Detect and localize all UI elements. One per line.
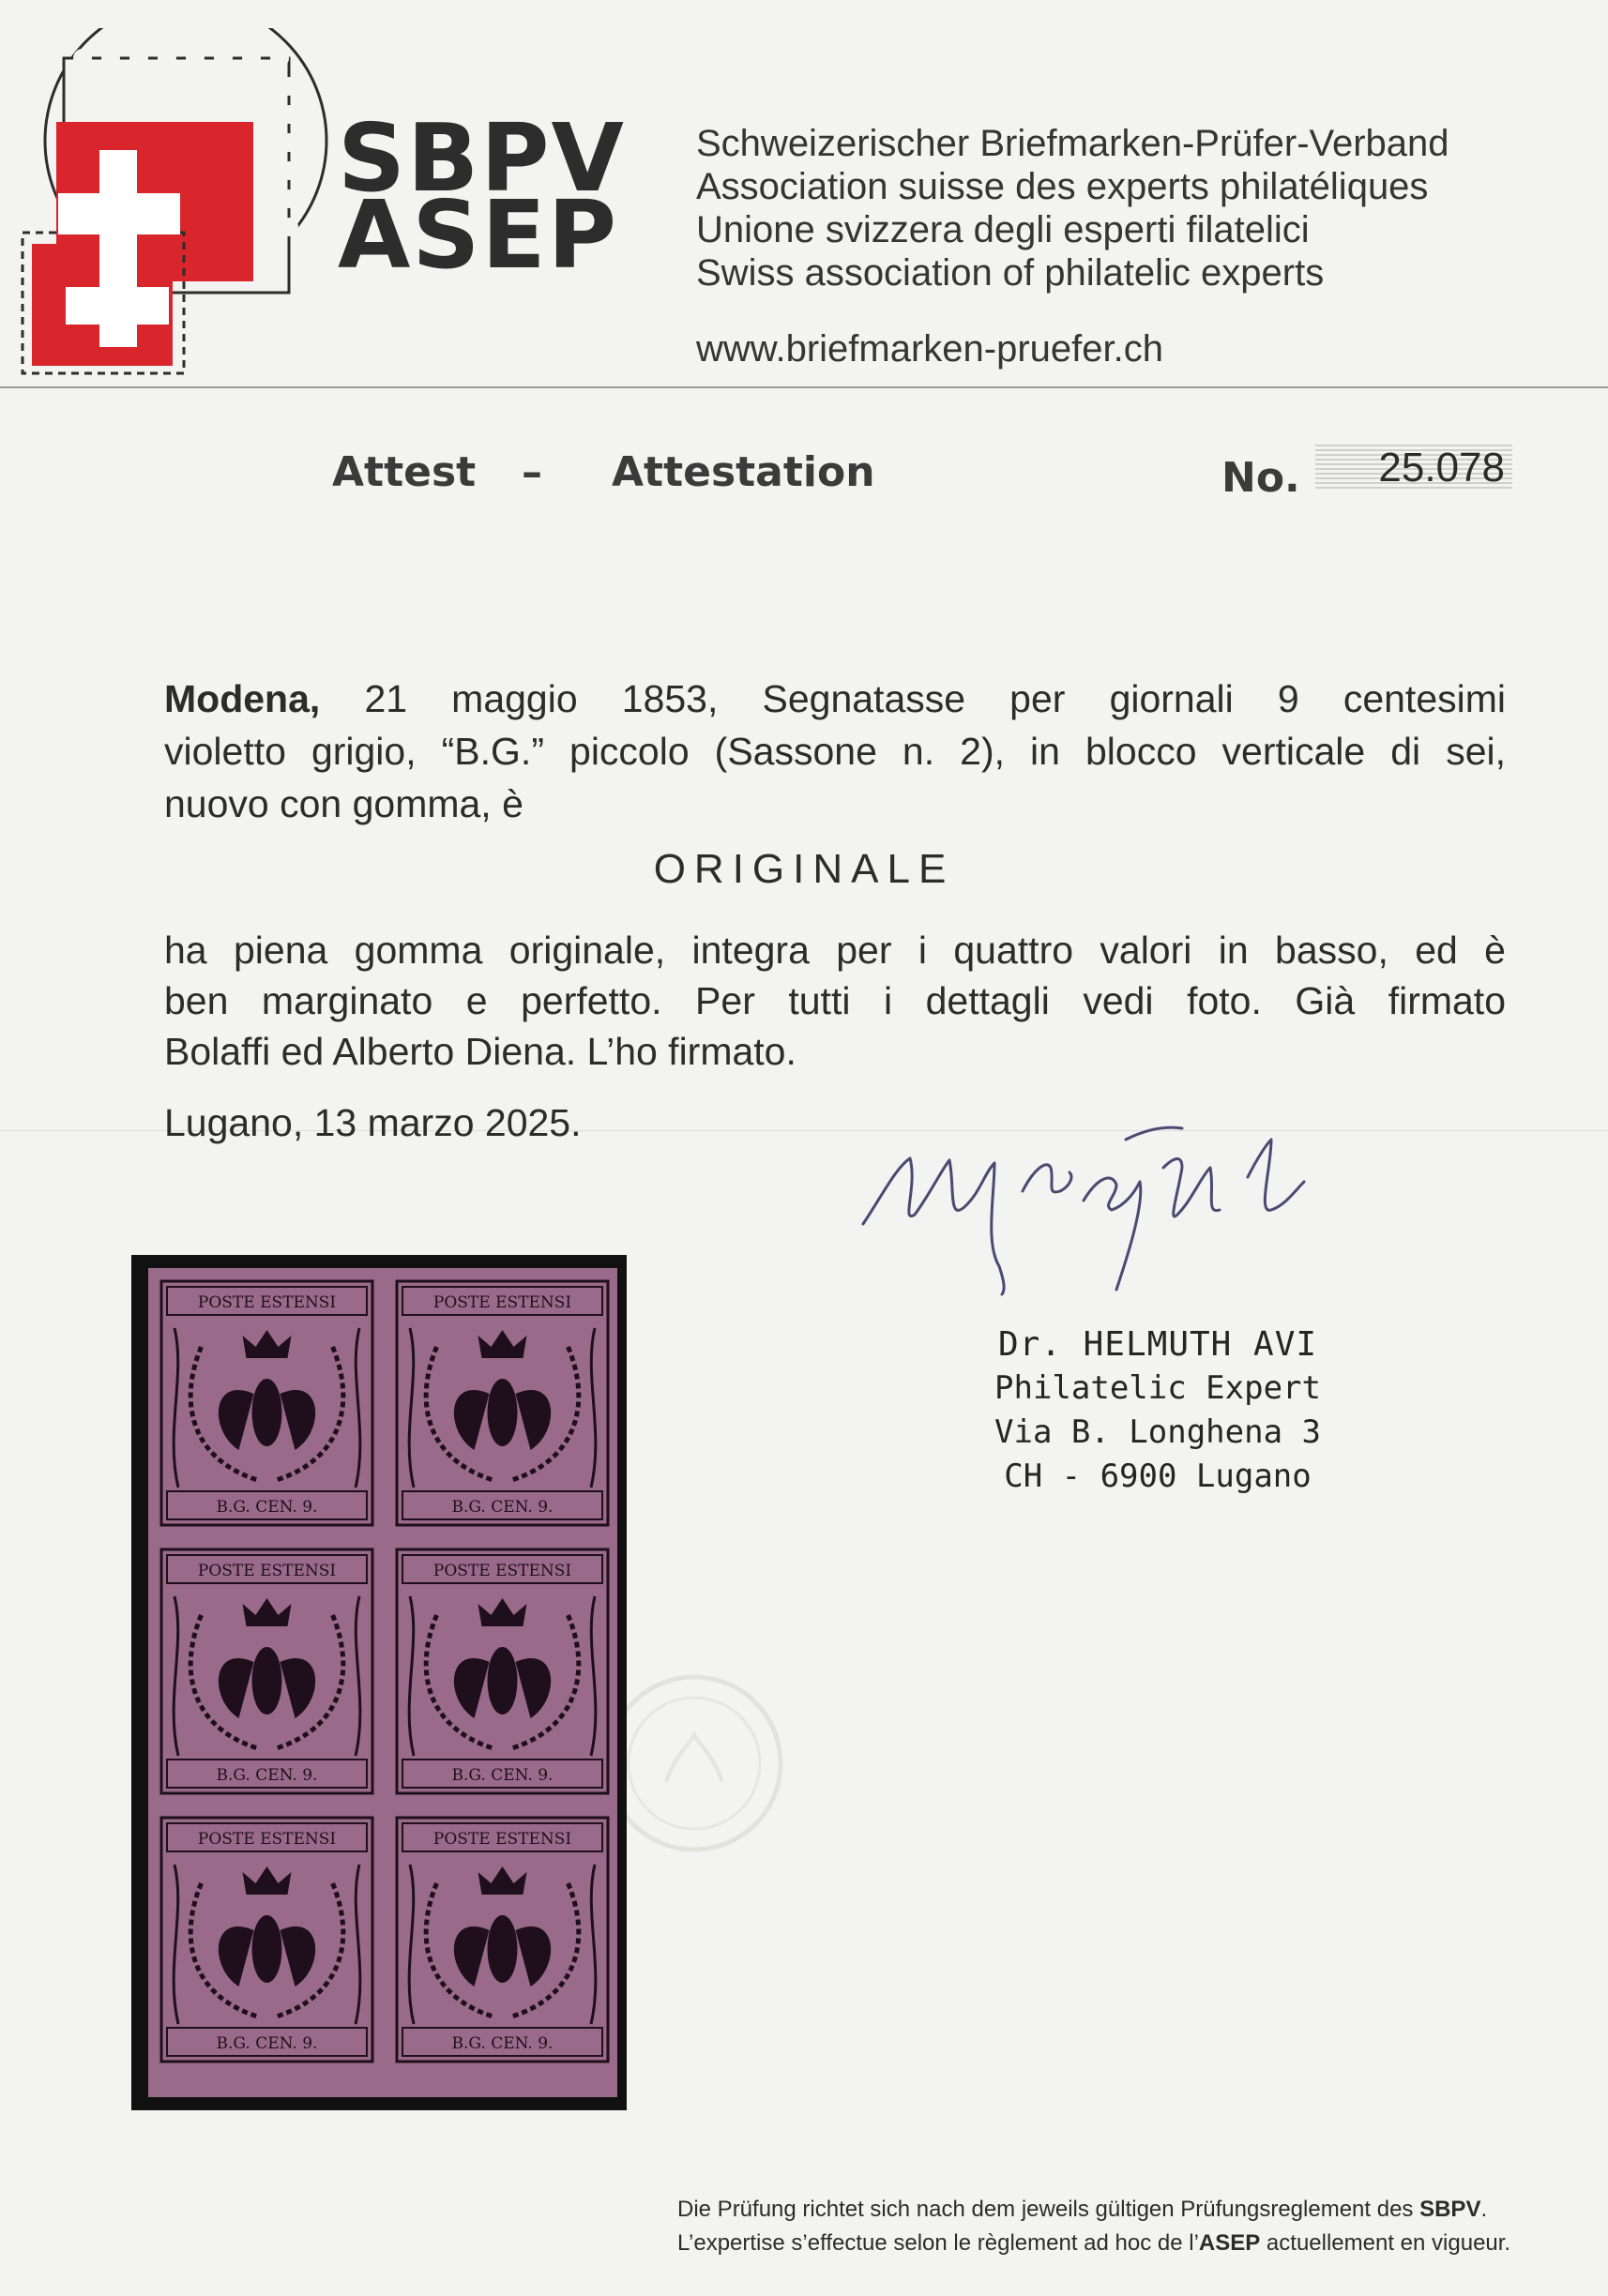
stamp-header-text: POSTE ESTENSI bbox=[432, 1562, 572, 1580]
place-date: Lugano, 13 marzo 2025. bbox=[164, 1101, 582, 1144]
stamp-header-text: POSTE ESTENSI bbox=[197, 1830, 337, 1849]
handwritten-signature-icon bbox=[844, 1102, 1351, 1299]
stamp-value-text: B.G. CEN. 9. bbox=[216, 2034, 318, 2053]
footer-line-2-text: L’expertise s’effectue selon le règlement ad hoc de l’ bbox=[677, 2230, 1199, 2256]
eagle-body-icon bbox=[252, 1915, 282, 1983]
description-line-3: nuovo con gomma, è bbox=[164, 782, 523, 825]
title-attest: Attest bbox=[332, 448, 477, 496]
expert-street: Via B. Longhena 3 bbox=[994, 1413, 1321, 1451]
footer-legal bbox=[677, 2193, 1510, 2260]
verdict-originale: ORIGINALE bbox=[653, 846, 955, 892]
website-link[interactable]: www.briefmarken-pruefer.ch bbox=[696, 328, 1163, 370]
brand-acronym-asep: ASEP bbox=[338, 180, 619, 290]
footer-line-1-text: Die Prüfung richtet sich nach dem jeweils gültigen Prüfungsreglement des bbox=[677, 2197, 1420, 2222]
footer-asep: ASEP bbox=[1198, 2230, 1261, 2256]
association-names bbox=[696, 122, 1449, 295]
notes-line-2: ben marginato e perfetto. Per tutti i dettagli vedi foto. Già firmato bbox=[164, 979, 1506, 1022]
description-line-1 bbox=[164, 675, 1506, 722]
footer-line-2 bbox=[677, 2227, 1510, 2260]
association-name-fr: Association suisse des experts philatéliques bbox=[696, 166, 1429, 207]
title-attestation: Attestation bbox=[612, 448, 875, 496]
expert-city: CH - 6900 Lugano bbox=[1004, 1458, 1312, 1495]
embossed-seal-icon bbox=[600, 1669, 788, 1857]
stamp-value-text: B.G. CEN. 9. bbox=[451, 2034, 554, 2053]
eagle-body-icon bbox=[488, 1379, 518, 1446]
title-dash: – bbox=[522, 448, 542, 496]
association-name-it: Unione svizzera degli esperti filatelici bbox=[696, 209, 1310, 250]
stamp-block-image bbox=[131, 1255, 627, 2110]
certificate-number: 25.078 bbox=[1378, 445, 1505, 491]
expert-name: Dr. HELMUTH AVI bbox=[997, 1325, 1318, 1364]
footer-sbpv: SBPV bbox=[1419, 2197, 1481, 2222]
description-line-1-text: 21 maggio 1853, Segnatasse per giornali 9 centesimi bbox=[364, 677, 1506, 720]
certificate-number-box bbox=[1315, 445, 1512, 491]
notes-line-3: Bolaffi ed Alberto Diena. L’ho firmato. bbox=[164, 1030, 796, 1073]
eagle-body-icon bbox=[252, 1647, 282, 1714]
eagle-body-icon bbox=[488, 1647, 518, 1714]
footer-line-1-end: . bbox=[1480, 2197, 1488, 2222]
eagle-body-icon bbox=[488, 1915, 518, 1983]
stamp-value-text: B.G. CEN. 9. bbox=[216, 1498, 318, 1517]
association-name-de: Schweizerischer Briefmarken-Prüfer-Verband bbox=[696, 123, 1449, 164]
description-place: Modena, bbox=[164, 677, 321, 720]
expert-address bbox=[994, 1322, 1321, 1499]
notes-line-1: ha piena gomma originale, integra per i quattro valori in basso, ed è bbox=[164, 929, 1506, 972]
stamp-value-text: B.G. CEN. 9. bbox=[451, 1766, 554, 1785]
association-name-en: Swiss association of philatelic experts bbox=[696, 252, 1325, 294]
stamp-value-text: B.G. CEN. 9. bbox=[451, 1498, 554, 1517]
footer-line-2-end: actuellement en vigueur. bbox=[1260, 2230, 1511, 2256]
brand-acronym-sbpv: SBPV bbox=[338, 103, 626, 213]
description-line-2: violetto grigio, “B.G.” piccolo (Sassone n. 2), in blocco verticale di sei, bbox=[164, 730, 1506, 773]
stamp-header-text: POSTE ESTENSI bbox=[197, 1293, 337, 1312]
number-label: No. bbox=[1221, 454, 1300, 502]
stamp-header-text: POSTE ESTENSI bbox=[432, 1830, 572, 1849]
expert-title: Philatelic Expert bbox=[994, 1369, 1321, 1407]
eagle-body-icon bbox=[252, 1379, 282, 1446]
footer-line-1 bbox=[677, 2193, 1510, 2227]
stamp-header-text: POSTE ESTENSI bbox=[432, 1293, 572, 1312]
brand-acronyms bbox=[338, 103, 626, 290]
stamp-value-text: B.G. CEN. 9. bbox=[216, 1766, 318, 1785]
stamp-header-text: POSTE ESTENSI bbox=[197, 1562, 337, 1580]
swiss-cross-stamp-logo-icon bbox=[9, 28, 328, 385]
divider bbox=[0, 386, 1608, 388]
